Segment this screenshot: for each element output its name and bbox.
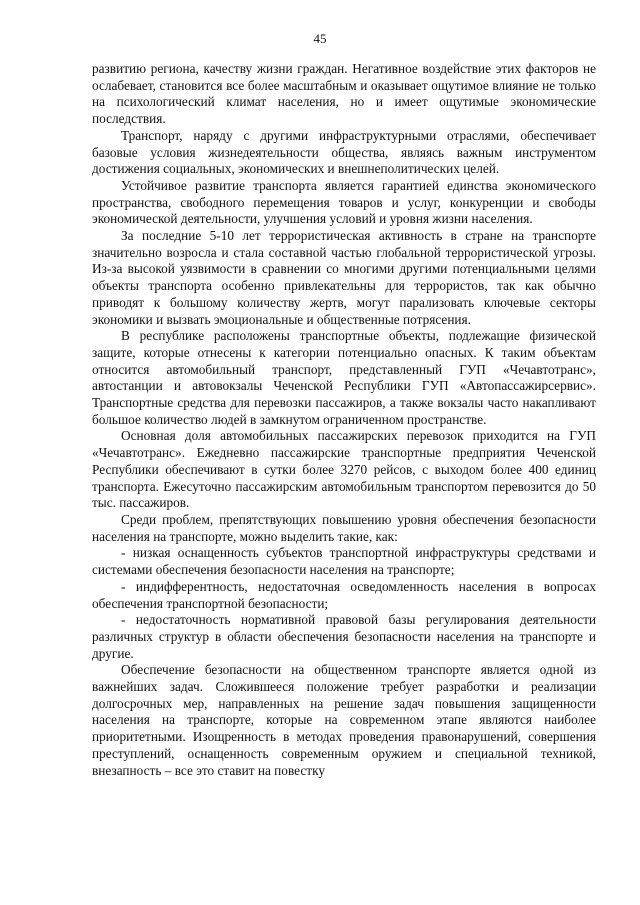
paragraph-8: Обеспечение безопасности на общественном транспорте является одной из важнейших задач. Сложившееся положение требует разработки и реализации долгосрочных мер, направленных на решение задач повышения защищенности населения на транспорте, которые на современном этапе являются наиболее приоритетными. Изощренность в методах проведения правонарушений, совершения преступлений, оснащенность современным оружием и специальной техникой, внезапность – все это ставит на повестку [92,662,596,778]
document-body [92,61,596,779]
paragraph-4: За последние 5-10 лет террористическая активность в стране на транспорте значительно возросла и стала составной частью глобальной террористической угрозы. Из-за высокой уязвимости в сравнении со многими другими потенциальными целями объекты транспорта особенно привлекательны для террористов, так как обычно приводят к большому количеству жертв, могут парализовать ключевые секторы экономики и вызвать эмоциональные и общественные потрясения. [92,228,596,327]
paragraph-7: Среди проблем, препятствующих повышению уровня обеспечения безопасности населения на транспорте, можно выделить такие, как: [92,511,596,544]
paragraph-5: В республике расположены транспортные объекты, подлежащие физической защите, которые отнесены к категории потенциально опасных. К таким объектам относится автомобильный транспорт, представленный ГУП «Чечавтотранс», автостанции и автовокзалы Чеченской Республики ГУП «Автопассажирсервис». Транспортные средства для перевозки пассажиров, а также вокзалы часто накапливают большое количество людей в замкнутом ограниченном пространстве. [92,328,596,427]
paragraph-1: развитию региона, качеству жизни граждан. Негативное воздействие этих факторов не ослабевает, становится все более масштабным и оказывает ощутимое влияние не только на психологический климат населения, но и имеет ощутимые экономические последствия. [92,61,596,127]
page-number: 45 [313,31,327,46]
list-item-2: - индифферентность, недостаточная осведомленность населения в вопросах обеспечения транспортной безопасности; [92,578,596,611]
list-item-3: - недостаточность нормативной правовой базы регулирования деятельности различных структур в области обеспечения безопасности населения на транспорте и другие. [92,612,596,661]
paragraph-2: Транспорт, наряду с другими инфраструктурными отраслями, обеспечивает базовые условия жизнедеятельности общества, являясь важным инструментом достижения социальных, экономических и внешнеполитических целей. [92,127,596,177]
list-item-1: - низкая оснащенность субъектов транспортной инфраструктуры средствами и системами обеспечения безопасности населения на транспорте; [92,545,596,578]
paragraph-3: Устойчивое развитие транспорта является гарантией единства экономического пространства, свободного перемещения товаров и услуг, конкуренции и свободы экономической деятельности, улучшения условий и уровня жизни населения. [92,177,596,227]
paragraph-6: Основная доля автомобильных пассажирских перевозок приходится на ГУП «Чечавтотранс». Ежедневно пассажирские транспортные предприятия Чеченской Республики обеспечивают в сутки более 3270 рейсов, с выходом более 400 единиц транспорта. Ежесуточно пассажирским автомобильным транспортом перевозится до 50 тыс. пассажиров. [92,428,596,511]
